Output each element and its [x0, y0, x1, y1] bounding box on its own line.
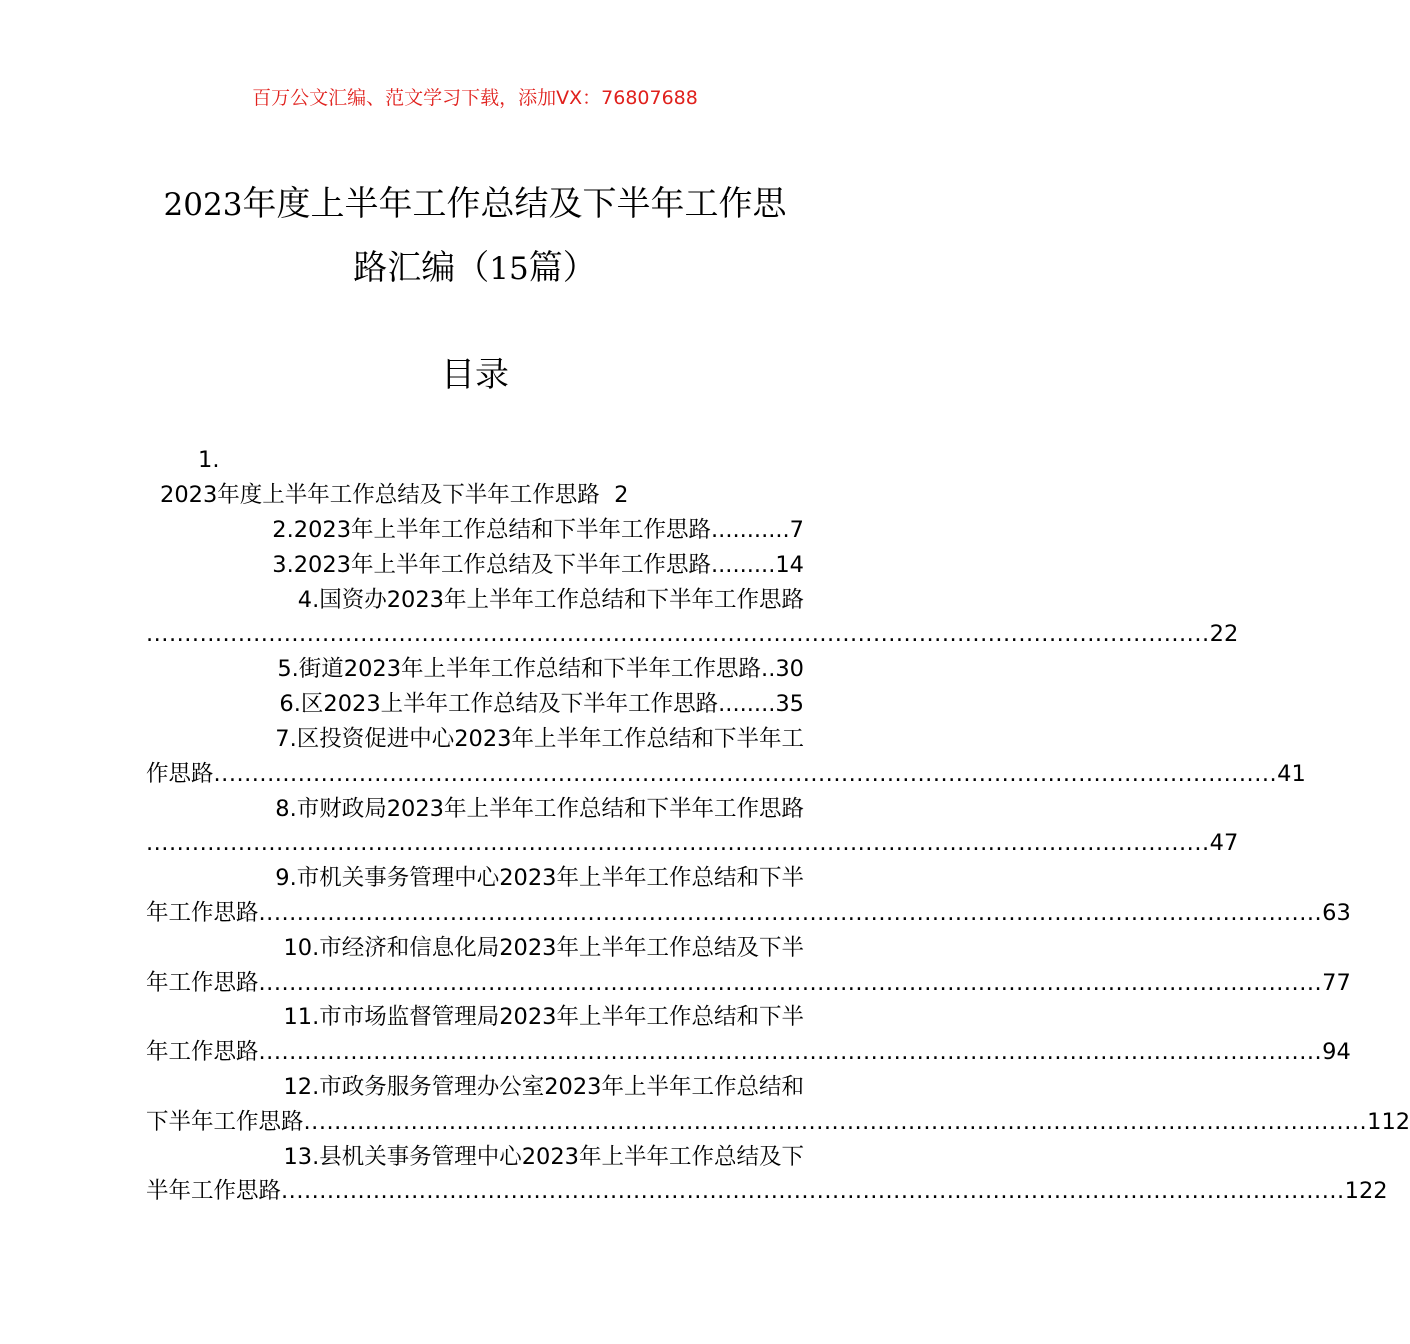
- title-line-1-text: 年度上半年工作总结及下半年工作思: [242, 184, 787, 224]
- toc-entry-7-line-2[interactable]: [146, 757, 1306, 791]
- toc-entry-12-page: 112: [1367, 1109, 1410, 1135]
- header-banner: 百万公文汇编、范文学习下载，添加VX：76807688: [252, 87, 698, 109]
- toc-entry-4-line-1[interactable]: 4.国资办2023年上半年工作总结和下半年工作思路: [297, 587, 804, 613]
- toc-entry-10-continuation: 年工作思路: [146, 970, 259, 996]
- toc-entry-1-number[interactable]: 1.: [198, 447, 220, 473]
- toc-entry-2[interactable]: 2.2023年上半年工作总结和下半年工作思路...........7: [272, 517, 804, 543]
- toc-entry-1-page: 2: [614, 482, 629, 508]
- toc-entry-8-line-2[interactable]: [146, 826, 1239, 860]
- title-line-2-prefix: 路汇编（: [353, 248, 490, 288]
- toc-entry-7-page: 41: [1277, 761, 1306, 787]
- toc-entry-3[interactable]: 3.2023年上半年工作总结及下半年工作思路.........14: [272, 552, 804, 578]
- dot-leader: ...........................................................................................................................................: [258, 970, 1323, 996]
- toc-entry-12-line-2[interactable]: [146, 1105, 1410, 1139]
- toc-entry-4-line-2[interactable]: [146, 617, 1239, 651]
- toc-entry-7-line-1[interactable]: 7.区投资促进中心2023年上半年工作总结和下半年工: [275, 726, 804, 752]
- toc-entry-13-continuation: 半年工作思路: [146, 1178, 282, 1204]
- toc-entry-10-line-1[interactable]: 10.市经济和信息化局2023年上半年工作总结及下半: [283, 935, 804, 961]
- toc-entry-9-page: 63: [1322, 900, 1351, 926]
- dot-leader: ...........................................................................................................................................: [213, 761, 1278, 787]
- dot-leader: ...........................................................................................................................................: [146, 621, 1210, 647]
- toc-entry-9-line-1[interactable]: 9.市机关事务管理中心2023年上半年工作总结和下半: [275, 865, 804, 891]
- dot-leader: ...........................................................................................................................................: [303, 1109, 1368, 1135]
- title-count: 15: [489, 251, 529, 287]
- toc-entry-13-line-2[interactable]: [146, 1174, 1388, 1208]
- toc-entry-8-page: 47: [1209, 830, 1239, 856]
- toc-entry-10-page: 77: [1322, 970, 1351, 996]
- toc-entry-7-continuation: 作思路: [146, 761, 214, 787]
- toc-entry-9-continuation: 年工作思路: [146, 900, 259, 926]
- toc-entry-12-line-1[interactable]: 12.市政务服务管理办公室2023年上半年工作总结和: [283, 1074, 804, 1100]
- toc-entry-9-line-2[interactable]: [146, 896, 1351, 930]
- title-line-2-suffix: 篇）: [528, 248, 597, 288]
- toc-entry-13-page: 122: [1344, 1178, 1388, 1204]
- toc-entry-12-continuation: 下半年工作思路: [146, 1109, 304, 1135]
- toc-entry-11-line-1[interactable]: 11.市市场监督管理局2023年上半年工作总结和下半: [283, 1004, 804, 1030]
- dot-leader: ...........................................................................................................................................: [258, 1039, 1323, 1065]
- toc-entry-4-page: 22: [1209, 621, 1239, 647]
- dot-leader: ...........................................................................................................................................: [146, 830, 1210, 856]
- dot-leader: ...........................................................................................................................................: [281, 1178, 1345, 1204]
- toc-entry-11-page: 94: [1322, 1039, 1351, 1065]
- title-year: 2023: [163, 187, 243, 223]
- dot-leader: ...........................................................................................................................................: [258, 900, 1323, 926]
- toc-entry-6[interactable]: 6.区2023上半年工作总结及下半年工作思路........35: [279, 691, 804, 717]
- toc-entry-1-title-text: 2023年度上半年工作总结及下半年工作思路: [160, 482, 600, 508]
- toc-entry-11-continuation: 年工作思路: [146, 1039, 259, 1065]
- toc-heading: 目录: [441, 355, 509, 395]
- toc-entry-1-title[interactable]: [160, 478, 628, 512]
- toc-entry-10-line-2[interactable]: [146, 966, 1351, 1000]
- toc-entry-8-line-1[interactable]: 8.市财政局2023年上半年工作总结和下半年工作思路: [275, 796, 804, 822]
- toc-entry-5[interactable]: 5.街道2023年上半年工作总结和下半年工作思路..30: [277, 656, 804, 682]
- toc-entry-11-line-2[interactable]: [146, 1035, 1351, 1069]
- toc-entry-13-line-1[interactable]: 13.县机关事务管理中心2023年上半年工作总结及下: [283, 1144, 804, 1170]
